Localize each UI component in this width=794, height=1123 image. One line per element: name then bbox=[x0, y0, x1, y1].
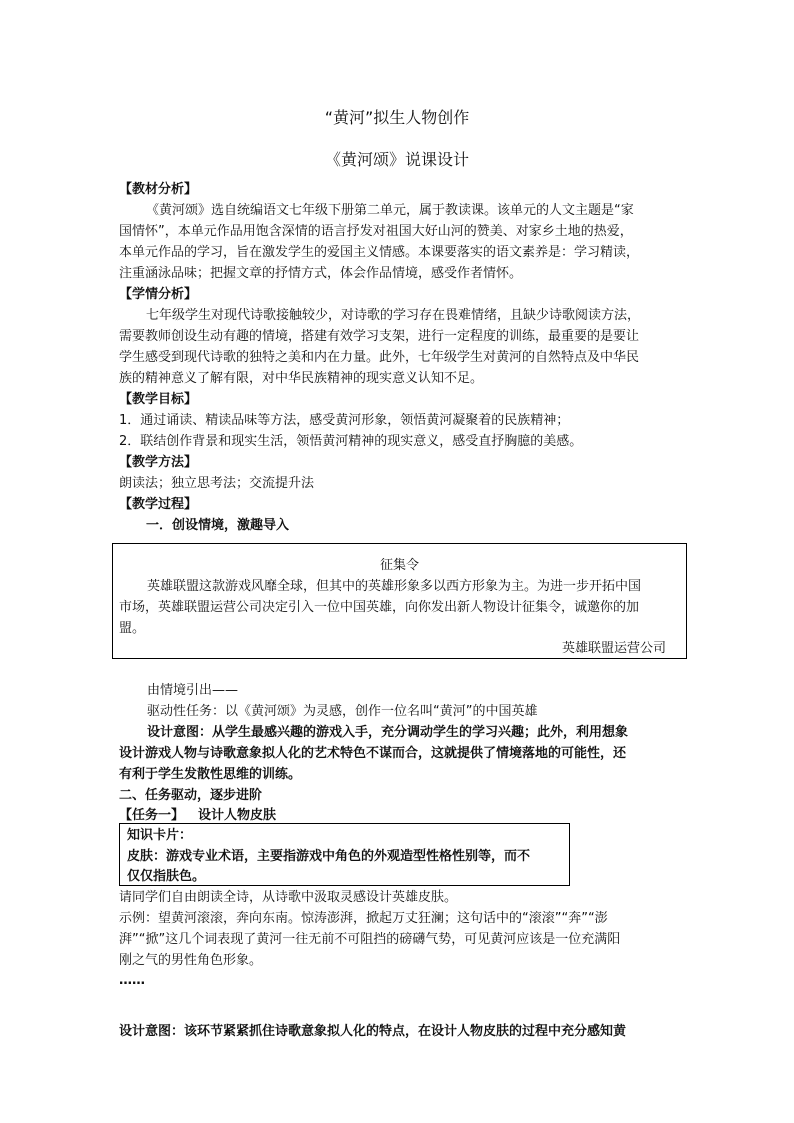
section-heading-methods: 【教学方法】 bbox=[119, 455, 198, 470]
design-intent-line: 设计意图：该环节紧紧抓住诗歌意象拟人化的特点，在设计人物皮肤的过程中充分感知黄 bbox=[119, 1024, 627, 1039]
section-heading-process: 【教学过程】 bbox=[119, 497, 198, 512]
section-heading-textbook: 【教材分析】 bbox=[119, 182, 198, 197]
paragraph-line: 本单元作品的学习，旨在激发学生的爱国主义情感。本课要落实的语文素养是：学习精读， bbox=[119, 245, 640, 260]
design-intent-line: 有利于学生发散性思维的训练。 bbox=[119, 767, 302, 782]
knowledge-card-line: 皮肤：游戏专业术语，主要指游戏中角色的外观造型性格性别等，而不 bbox=[127, 849, 531, 864]
methods-text: 朗读法；独立思考法；交流提升法 bbox=[119, 476, 315, 491]
goal-item: 1．通过诵读、精读品味等方法，感受黄河形象，领悟黄河凝聚着的民族精神； bbox=[119, 413, 570, 428]
design-intent-line: 设计意图：从学生最感兴趣的游戏入手，充分调动学生的学习兴趣；此外，利用想象 bbox=[147, 725, 629, 740]
section-heading-goals: 【教学目标】 bbox=[119, 392, 198, 407]
knowledge-card-label: 知识卡片： bbox=[127, 828, 193, 843]
task-one-tag: 【任务一】 bbox=[119, 808, 185, 823]
example-line: 湃”“掀”这几个词表现了黄河一往无前不可阻挡的磅礴气势，可见黄河应该是一位充满阳 bbox=[119, 932, 621, 947]
notice-title: 征集令 bbox=[379, 558, 419, 573]
notice-signature: 英雄联盟运营公司 bbox=[562, 641, 667, 656]
notice-line: 盟。 bbox=[119, 621, 146, 636]
paragraph-line: 需要教师创设生动有趣的情境，搭建有效学习支架，进行一定程度的训练，最重要的是要让 bbox=[119, 329, 640, 344]
step-two-heading: 二、任务驱动，逐步进阶 bbox=[119, 788, 263, 803]
task-instruction: 请同学们自由朗读全诗，从诗歌中汲取灵感设计英雄皮肤。 bbox=[119, 890, 458, 905]
paragraph-line: 《黄河颂》选自统编语文七年级下册第二单元，属于教读课。该单元的人文主题是“家 bbox=[146, 203, 634, 218]
goal-item: 2．联结创作背景和现实生活，领悟黄河精神的现实意义，感受直抒胸臆的美感。 bbox=[119, 434, 583, 449]
document-title: “黄河”拟生人物创作 bbox=[324, 108, 470, 127]
step-one-heading: 一．创设情境，激趣导入 bbox=[146, 518, 290, 533]
document-subtitle: 《黄河颂》说课设计 bbox=[324, 150, 469, 169]
example-line: 示例：望黄河滚滚，奔向东南。惊涛澎湃，掀起万丈狂澜；这句话中的“滚滚”“奔”“澎 bbox=[119, 911, 608, 926]
task-one-title: 设计人物皮肤 bbox=[198, 808, 277, 823]
ellipsis: …… bbox=[119, 973, 145, 988]
notice-line: 英雄联盟这款游戏风靡全球，但其中的英雄形象多以西方形象为主。为进一步开拓中国 bbox=[147, 579, 642, 594]
notice-line: 市场，英雄联盟运营公司决定引入一位中国英雄，向你发出新人物设计征集令，诚邀你的加 bbox=[119, 600, 640, 615]
knowledge-card-line: 仅仅指肤色。 bbox=[127, 869, 206, 884]
example-line: 刚之气的男性角色形象。 bbox=[119, 953, 263, 968]
lead-text: 由情境引出—— bbox=[147, 683, 239, 698]
driving-task: 驱动性任务：以《黄河颂》为灵感，创作一位名叫“黄河”的中国英雄 bbox=[147, 704, 538, 719]
paragraph-line: 学生感受到现代诗歌的独特之美和内在力量。此外，七年级学生对黄河的自然特点及中华民 bbox=[119, 350, 640, 365]
paragraph-line: 国情怀”，本单元作品用饱含深情的语言抒发对祖国大好山河的赞美、对家乡土地的热爱， bbox=[119, 224, 633, 239]
paragraph-line: 族的精神意义了解有限，对中华民族精神的现实意义认知不足。 bbox=[119, 371, 484, 386]
design-intent-line: 设计游戏人物与诗歌意象拟人化的艺术特色不谋而合，这就提供了情境落地的可能性，还 bbox=[119, 746, 627, 761]
paragraph-line: 注重涵泳品味；把握文章的抒情方式，体会作品情境，感受作者情怀。 bbox=[119, 266, 523, 281]
paragraph-line: 七年级学生对现代诗歌接触较少，对诗歌的学习存在畏难情绪，且缺少诗歌阅读方法， bbox=[146, 308, 641, 323]
section-heading-learner: 【学情分析】 bbox=[119, 287, 198, 302]
